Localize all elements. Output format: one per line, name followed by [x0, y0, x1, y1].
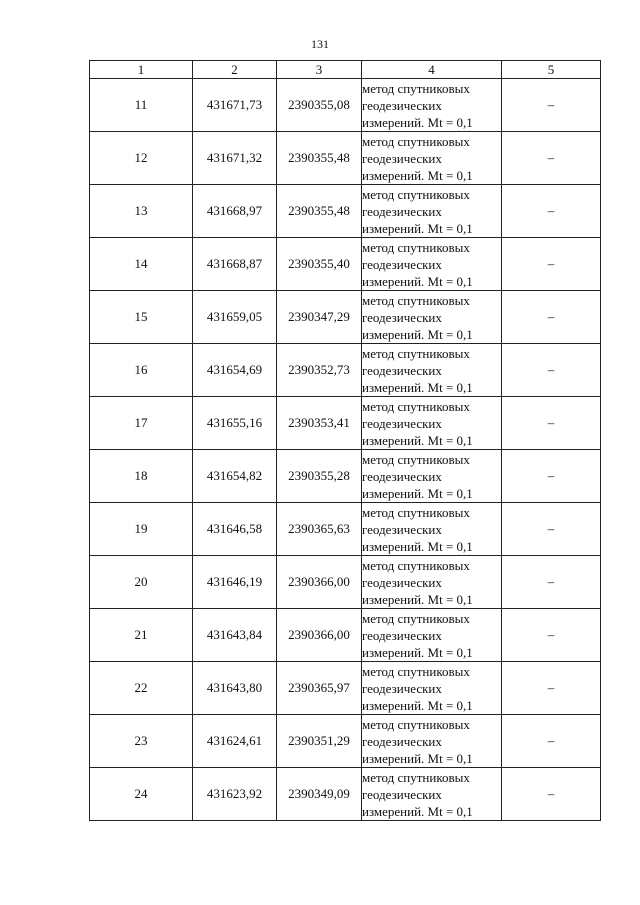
y-coordinate-cell: 2390352,73: [277, 344, 362, 397]
point-number-cell: 20: [90, 556, 193, 609]
table-row: [90, 238, 601, 291]
method-text-line: геодезических: [362, 680, 442, 696]
x-coordinate-cell: 431671,73: [193, 79, 277, 132]
y-coordinate-cell: 2390353,41: [277, 397, 362, 450]
method-text-line: метод спутниковых: [362, 398, 470, 414]
table-row: [90, 450, 601, 503]
header-col-4: 4: [362, 61, 502, 79]
header-col-2: 2: [193, 61, 277, 79]
table-row: [90, 397, 601, 450]
coordinates-table: [89, 60, 601, 821]
point-number-cell: 14: [90, 238, 193, 291]
method-cell: [362, 291, 502, 344]
method-text-line: геодезических: [362, 150, 442, 166]
method-text-line: метод спутниковых: [362, 610, 470, 626]
table-row: [90, 291, 601, 344]
method-text-line: метод спутниковых: [362, 716, 470, 732]
table-row: [90, 503, 601, 556]
note-cell: –: [502, 503, 601, 556]
point-number-cell: 15: [90, 291, 193, 344]
x-coordinate-cell: 431643,80: [193, 662, 277, 715]
note-cell: –: [502, 397, 601, 450]
method-text-line: измерений. Mt = 0,1: [362, 167, 473, 183]
x-coordinate-cell: 431624,61: [193, 715, 277, 768]
method-text-line: измерений. Mt = 0,1: [362, 803, 473, 819]
y-coordinate-cell: 2390355,48: [277, 132, 362, 185]
method-text-line: метод спутниковых: [362, 345, 470, 361]
method-text-line: метод спутниковых: [362, 663, 470, 679]
method-cell: [362, 556, 502, 609]
table-row: [90, 768, 601, 821]
point-number-cell: 19: [90, 503, 193, 556]
method-text-line: геодезических: [362, 203, 442, 219]
table-header-row: [90, 61, 601, 79]
method-text-line: геодезических: [362, 786, 442, 802]
table-row: [90, 344, 601, 397]
method-cell: [362, 185, 502, 238]
x-coordinate-cell: 431623,92: [193, 768, 277, 821]
point-number-cell: 23: [90, 715, 193, 768]
method-text-line: геодезических: [362, 309, 442, 325]
method-text-line: измерений. Mt = 0,1: [362, 697, 473, 713]
method-text-line: метод спутниковых: [362, 186, 470, 202]
table-row: [90, 609, 601, 662]
method-text-line: метод спутниковых: [362, 239, 470, 255]
method-cell: [362, 238, 502, 291]
method-text-line: геодезических: [362, 468, 442, 484]
method-cell: [362, 768, 502, 821]
x-coordinate-cell: 431654,82: [193, 450, 277, 503]
x-coordinate-cell: 431659,05: [193, 291, 277, 344]
table-row: [90, 715, 601, 768]
method-text-line: геодезических: [362, 574, 442, 590]
table-row: [90, 556, 601, 609]
method-text-line: измерений. Mt = 0,1: [362, 379, 473, 395]
note-cell: –: [502, 132, 601, 185]
y-coordinate-cell: 2390351,29: [277, 715, 362, 768]
method-cell: [362, 715, 502, 768]
method-text-line: геодезических: [362, 256, 442, 272]
method-text-line: измерений. Mt = 0,1: [362, 432, 473, 448]
note-cell: –: [502, 185, 601, 238]
method-text-line: геодезических: [362, 627, 442, 643]
method-text-line: метод спутниковых: [362, 451, 470, 467]
method-text-line: геодезических: [362, 521, 442, 537]
note-cell: –: [502, 238, 601, 291]
method-cell: [362, 503, 502, 556]
method-cell: [362, 79, 502, 132]
header-col-1: 1: [90, 61, 193, 79]
note-cell: –: [502, 662, 601, 715]
method-cell: [362, 344, 502, 397]
point-number-cell: 24: [90, 768, 193, 821]
method-cell: [362, 662, 502, 715]
table-row: [90, 185, 601, 238]
method-text-line: измерений. Mt = 0,1: [362, 114, 473, 130]
point-number-cell: 16: [90, 344, 193, 397]
x-coordinate-cell: 431671,32: [193, 132, 277, 185]
note-cell: –: [502, 344, 601, 397]
y-coordinate-cell: 2390349,09: [277, 768, 362, 821]
method-text-line: измерений. Mt = 0,1: [362, 485, 473, 501]
page-number: 131: [311, 37, 329, 51]
y-coordinate-cell: 2390355,40: [277, 238, 362, 291]
header-col-3: 3: [277, 61, 362, 79]
y-coordinate-cell: 2390365,97: [277, 662, 362, 715]
method-text-line: метод спутниковых: [362, 504, 470, 520]
method-text-line: измерений. Mt = 0,1: [362, 644, 473, 660]
method-text-line: метод спутниковых: [362, 133, 470, 149]
x-coordinate-cell: 431668,87: [193, 238, 277, 291]
point-number-cell: 18: [90, 450, 193, 503]
method-text-line: измерений. Mt = 0,1: [362, 220, 473, 236]
note-cell: –: [502, 768, 601, 821]
method-text-line: измерений. Mt = 0,1: [362, 750, 473, 766]
method-text-line: геодезических: [362, 362, 442, 378]
y-coordinate-cell: 2390355,48: [277, 185, 362, 238]
y-coordinate-cell: 2390347,29: [277, 291, 362, 344]
x-coordinate-cell: 431654,69: [193, 344, 277, 397]
method-text-line: измерений. Mt = 0,1: [362, 591, 473, 607]
x-coordinate-cell: 431646,58: [193, 503, 277, 556]
method-text-line: геодезических: [362, 97, 442, 113]
point-number-cell: 21: [90, 609, 193, 662]
point-number-cell: 17: [90, 397, 193, 450]
method-text-line: геодезических: [362, 733, 442, 749]
note-cell: –: [502, 556, 601, 609]
method-text-line: метод спутниковых: [362, 557, 470, 573]
y-coordinate-cell: 2390355,28: [277, 450, 362, 503]
x-coordinate-cell: 431643,84: [193, 609, 277, 662]
note-cell: –: [502, 291, 601, 344]
y-coordinate-cell: 2390355,08: [277, 79, 362, 132]
x-coordinate-cell: 431655,16: [193, 397, 277, 450]
x-coordinate-cell: 431646,19: [193, 556, 277, 609]
table-body: [90, 79, 601, 821]
method-text-line: измерений. Mt = 0,1: [362, 326, 473, 342]
y-coordinate-cell: 2390366,00: [277, 609, 362, 662]
point-number-cell: 12: [90, 132, 193, 185]
note-cell: –: [502, 715, 601, 768]
table-row: [90, 79, 601, 132]
point-number-cell: 22: [90, 662, 193, 715]
method-text-line: метод спутниковых: [362, 80, 470, 96]
table-row: [90, 662, 601, 715]
method-text-line: метод спутниковых: [362, 769, 470, 785]
y-coordinate-cell: 2390366,00: [277, 556, 362, 609]
method-text-line: измерений. Mt = 0,1: [362, 538, 473, 554]
method-cell: [362, 132, 502, 185]
table-row: [90, 132, 601, 185]
note-cell: –: [502, 450, 601, 503]
method-cell: [362, 609, 502, 662]
method-text-line: измерений. Mt = 0,1: [362, 273, 473, 289]
x-coordinate-cell: 431668,97: [193, 185, 277, 238]
note-cell: –: [502, 79, 601, 132]
method-text-line: геодезических: [362, 415, 442, 431]
point-number-cell: 13: [90, 185, 193, 238]
header-col-5: 5: [502, 61, 601, 79]
method-cell: [362, 450, 502, 503]
note-cell: –: [502, 609, 601, 662]
method-text-line: метод спутниковых: [362, 292, 470, 308]
y-coordinate-cell: 2390365,63: [277, 503, 362, 556]
point-number-cell: 11: [90, 79, 193, 132]
method-cell: [362, 397, 502, 450]
